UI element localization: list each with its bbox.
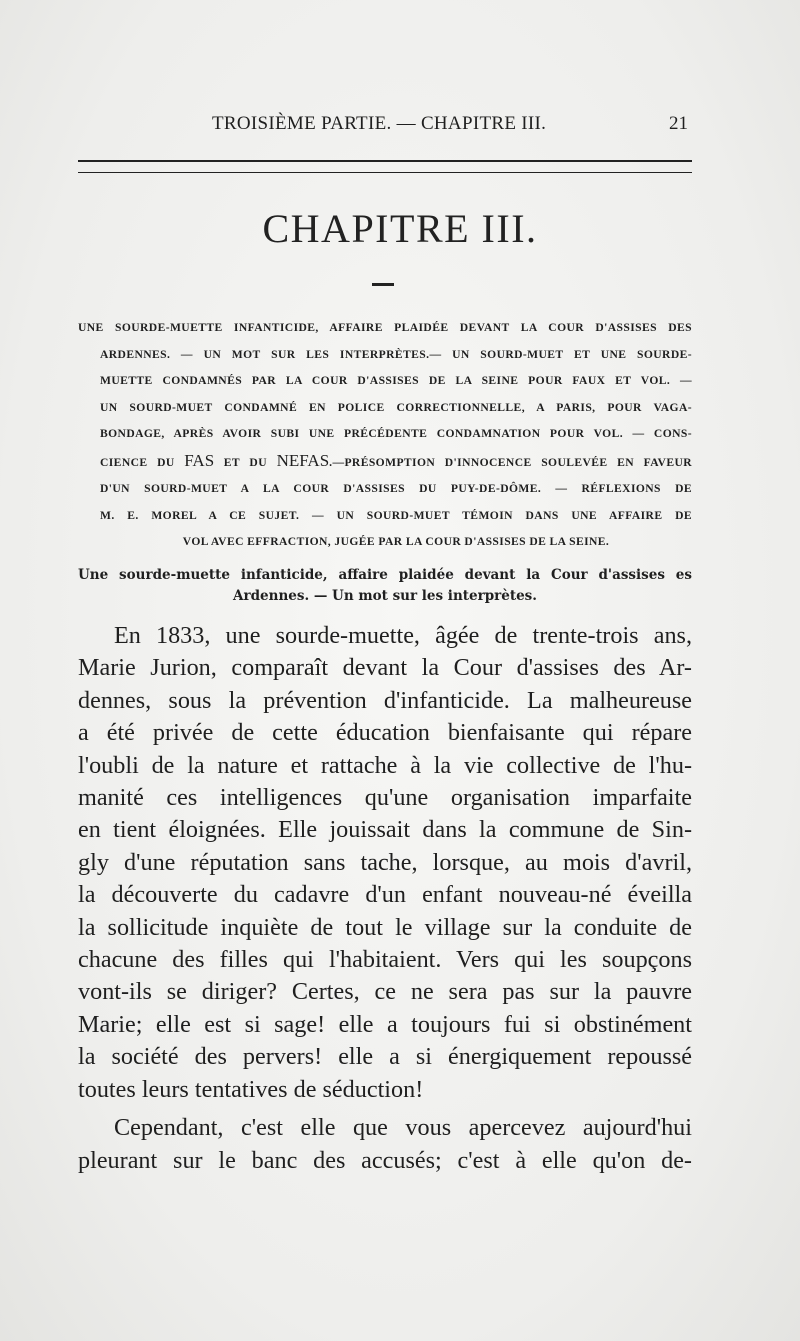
body-line: gly d'une réputation sans tache, lorsque, au mois d'avril, — [78, 848, 692, 876]
body-line: Marie; elle est si sage! elle a toujours fui si obstinément — [78, 1010, 692, 1038]
chapter-title: CHAPITRE III. — [262, 206, 538, 251]
summary-line: UN SOURD-MUET CONDAMNÉ EN POLICE CORRECTIONNELLE, A PARIS, POUR VAGA- — [100, 400, 692, 414]
body-line: Cependant, c'est elle que vous apercevez aujourd'hui — [114, 1114, 692, 1142]
body-line: la découverte du cadavre d'un enfant nouveau-né éveilla — [78, 881, 692, 909]
summary-fragment: CIENCE DU — [100, 455, 185, 469]
chapter-summary — [78, 315, 692, 556]
body-line: l'oubli de la nature et rattache à la vie collective de l'hu- — [78, 751, 692, 779]
summary-fragment: .—PRÉSOMPTION D'INNOCENCE SOULEVÉE EN FAVEUR — [329, 455, 692, 469]
body-line: toutes leurs tentatives de séduction! — [78, 1075, 424, 1103]
summary-line: UNE SOURDE-MUETTE INFANTICIDE, AFFAIRE PLAIDÉE DEVANT LA COUR D'ASSISES DES — [78, 321, 692, 334]
summary-line: MUETTE CONDAMNÉS PAR LA COUR D'ASSISES DE LA SEINE POUR FAUX ET VOL. — — [100, 374, 692, 387]
body-line: la sollicitude inquiète de tout le village sur la conduite de — [78, 913, 692, 941]
summary-line — [78, 448, 692, 477]
header-double-rule — [78, 160, 692, 173]
body-line: en tient éloignées. Elle jouissait dans la commune de Sin- — [78, 816, 692, 844]
subheading-line: Une sourde-muette infanticide, affaire plaidée devant la Cour d'assises es — [78, 567, 692, 583]
subheading-line: Ardennes. — Un mot sur les interprètes. — [233, 588, 537, 604]
body-line: la société des pervers! elle a si énergiquement repoussé — [78, 1043, 692, 1071]
summary-fragment: ET DU — [214, 455, 277, 469]
page-number: 21 — [669, 113, 688, 134]
body-line: Marie Jurion, comparaît devant la Cour d'assises des Ar- — [78, 654, 692, 682]
body-text — [78, 620, 692, 1177]
running-header — [78, 113, 692, 143]
summary-line: VOL AVEC EFFRACTION, JUGÉE PAR LA COUR D'ASSISES DE LA SEINE. — [182, 535, 610, 548]
chapter-separator — [372, 283, 394, 286]
body-line: a été privée de cette éducation bienfaisante qui répare — [78, 719, 692, 747]
running-title: TROISIÈME PARTIE. — CHAPITRE III. — [212, 113, 547, 134]
body-line: En 1833, une sourde-muette, âgée de trente-trois ans, — [114, 622, 692, 649]
summary-fas: FAS — [184, 450, 215, 470]
summary-line: ARDENNES. — UN MOT SUR LES INTERPRÈTES.— UN SOURD-MUET ET UNE SOURDE- — [100, 347, 692, 361]
body-line: chacune des filles qui l'habitaient. Vers qui les soupçons — [78, 946, 692, 974]
body-line: pleurant sur le banc des accusés; c'est à elle qu'on de- — [78, 1146, 692, 1174]
body-line: vont-ils se diriger? Certes, ce ne sera pas sur la pauvre — [78, 978, 692, 1006]
body-line: dennes, sous la prévention d'infanticide. La malheureuse — [78, 686, 692, 714]
summary-line: M. E. MOREL A CE SUJET. — UN SOURD-MUET TÉMOIN DANS UNE AFFAIRE DE — [100, 508, 692, 522]
section-subheading — [78, 565, 692, 607]
summary-line: D'UN SOURD-MUET A LA COUR D'ASSISES DU PUY-DE-DÔME. — RÉFLEXIONS DE — [100, 482, 692, 495]
summary-line: BONDAGE, APRÈS AVOIR SUBI UNE PRÉCÉDENTE CONDAMNATION POUR VOL. — CONS- — [100, 427, 692, 440]
summary-nefas: NEFAS — [276, 450, 330, 470]
body-line: manité ces intelligences qu'une organisation imparfaite — [78, 784, 692, 812]
